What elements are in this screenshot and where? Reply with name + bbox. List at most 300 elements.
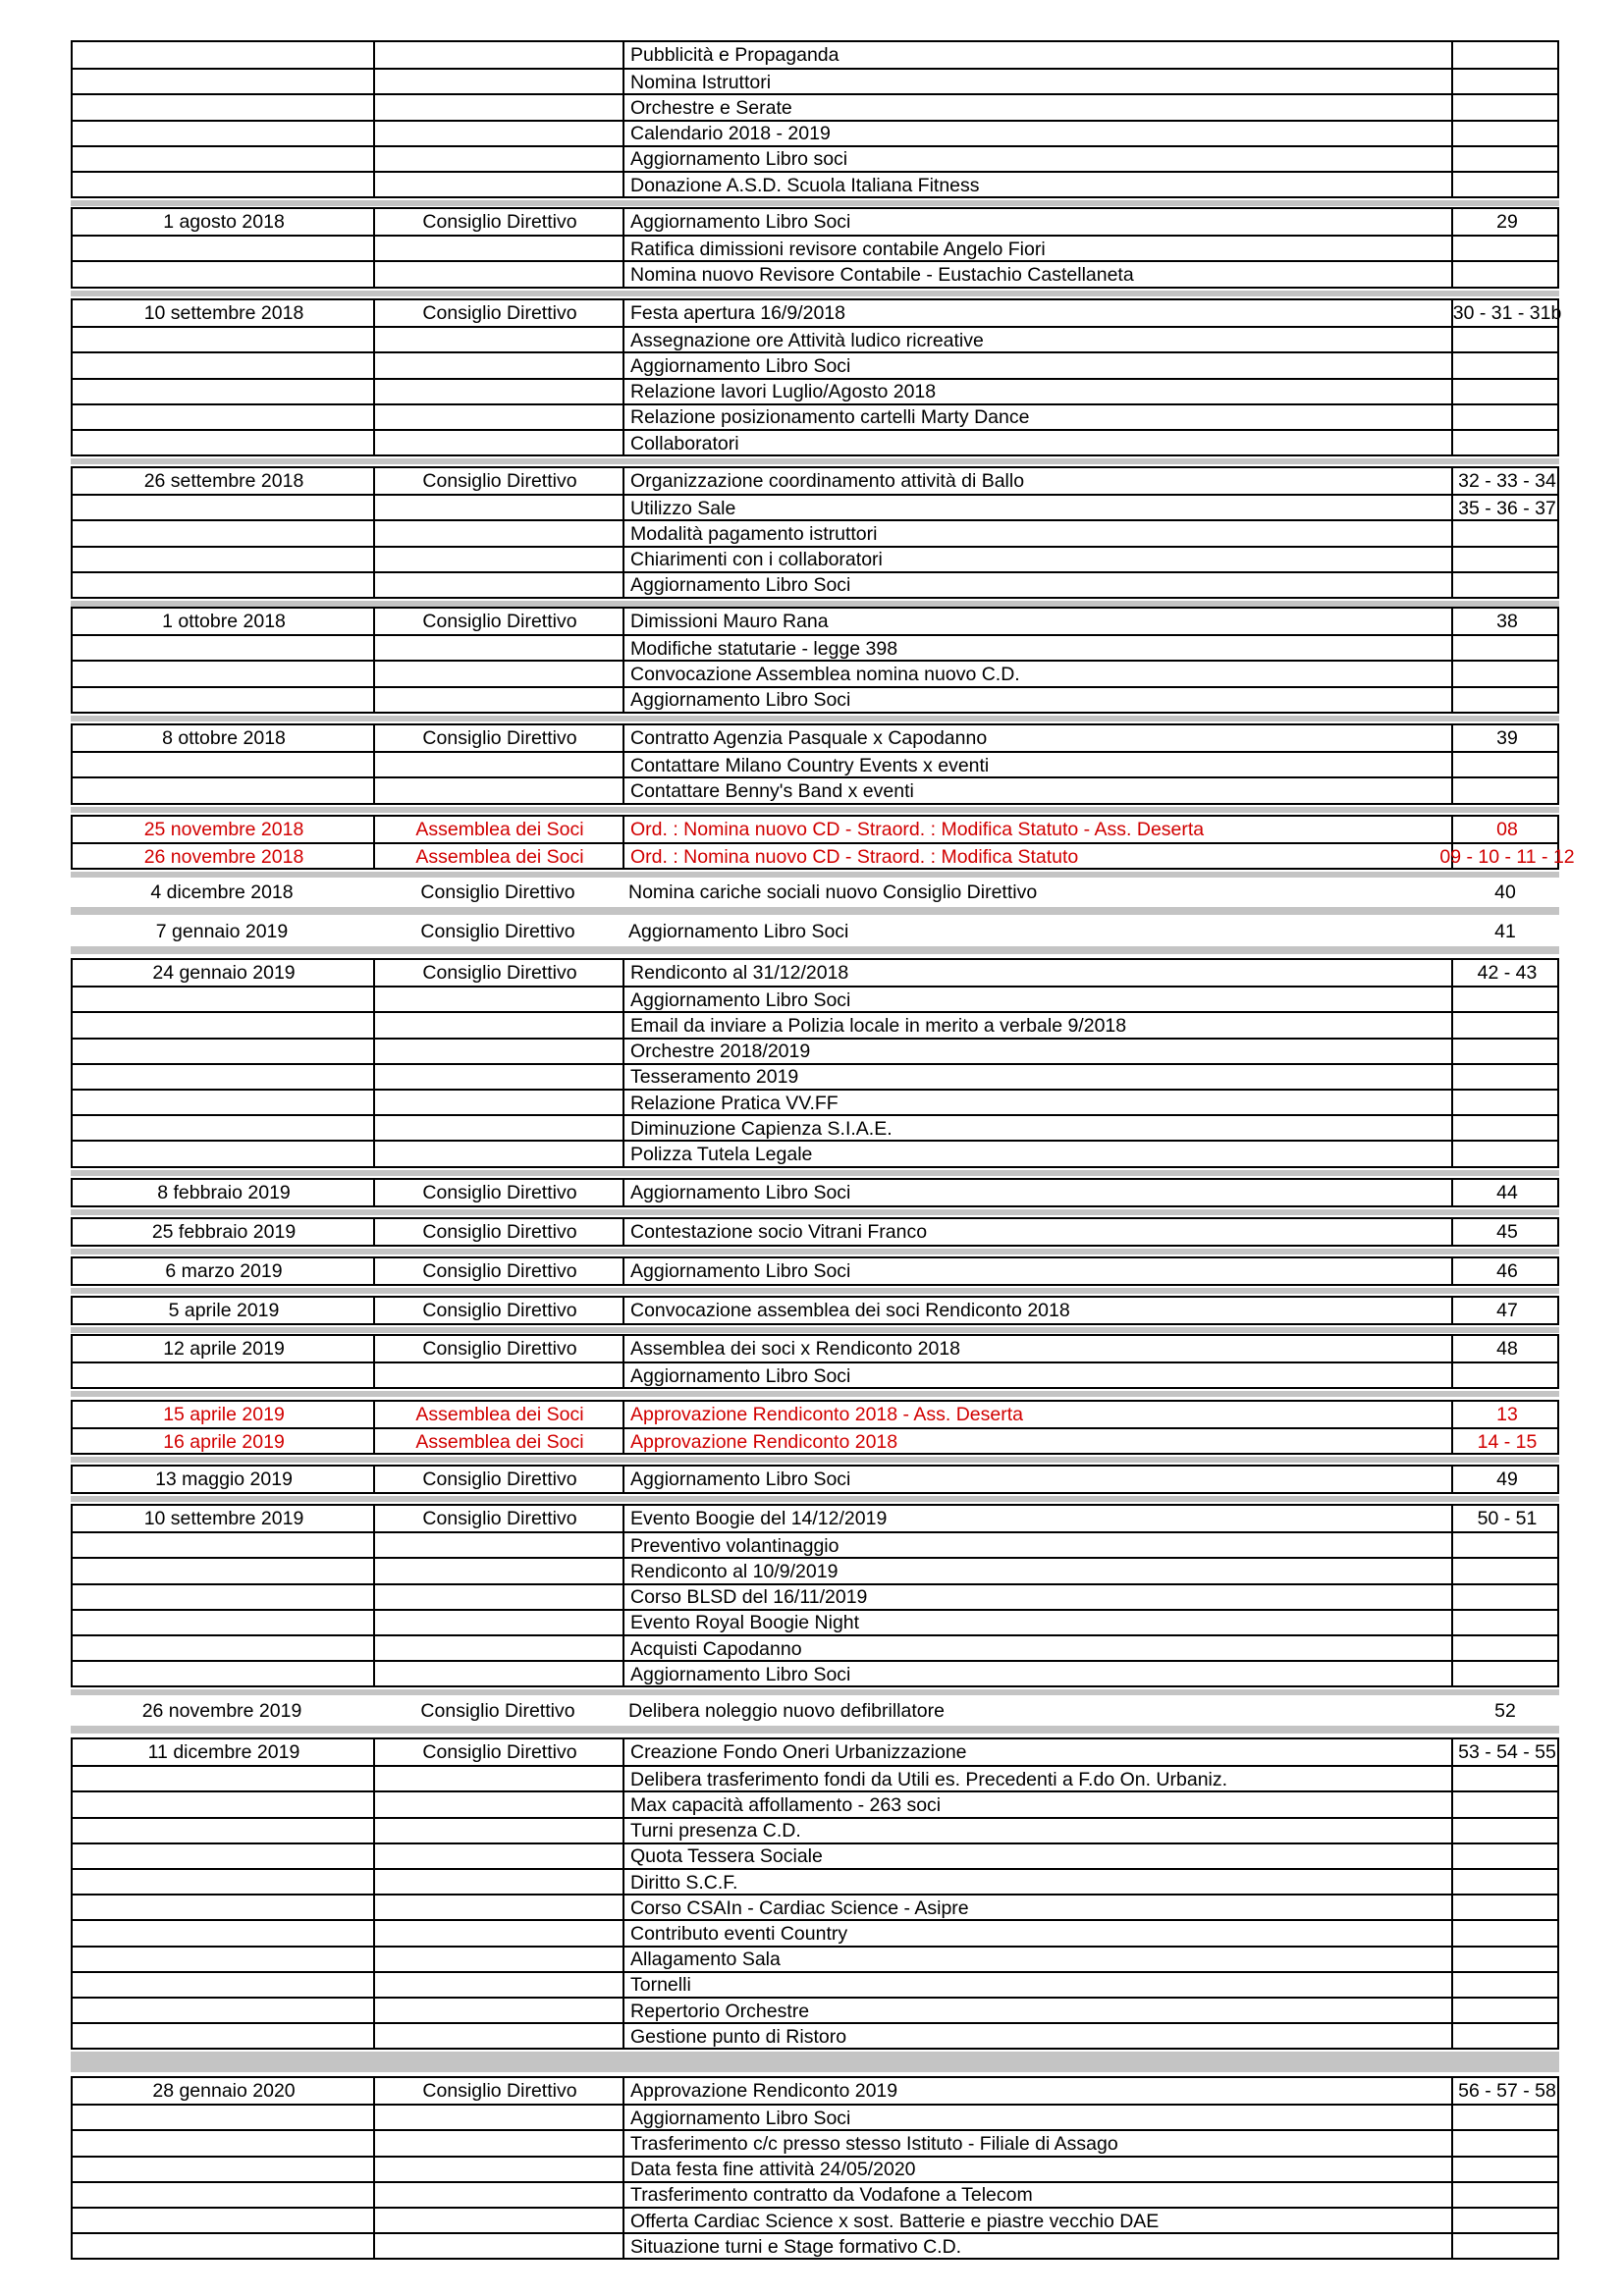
- meeting-date: [73, 521, 375, 547]
- agenda-topic: Allagamento Sala: [630, 1949, 781, 1971]
- page-reference: 46: [1496, 1259, 1518, 1282]
- agenda-topic: Preventivo volantinaggio: [630, 1534, 839, 1557]
- meeting-date: [73, 380, 375, 405]
- table-row: [73, 429, 1557, 456]
- page-reference: [1453, 1792, 1561, 1818]
- meeting-date: [73, 2131, 375, 2157]
- meeting-date: [73, 147, 375, 173]
- meeting-date: 13 maggio 2019: [155, 1468, 293, 1490]
- section-separator: [71, 1457, 1559, 1463]
- meeting-body: [375, 2234, 624, 2260]
- page-reference: [1453, 237, 1561, 262]
- page-reference: [1453, 1896, 1561, 1921]
- meeting-date: 8 ottobre 2018: [162, 726, 286, 749]
- meeting-body: [375, 122, 624, 147]
- meeting-block: [71, 466, 1559, 599]
- meeting-body: Assemblea dei Soci: [415, 845, 584, 868]
- agenda-topic: Aggiornamento Libro Soci: [630, 1364, 851, 1387]
- agenda-topic: Creazione Fondo Oneri Urbanizzazione: [630, 1740, 967, 1763]
- meeting-body: [375, 1921, 624, 1947]
- meeting-block: [71, 1256, 1559, 1286]
- meeting-block: [71, 298, 1562, 456]
- meeting-body: Consiglio Direttivo: [422, 1468, 577, 1490]
- agenda-topic: Offerta Cardiac Science x sost. Batterie e piastre vecchio DAE: [630, 2210, 1160, 2232]
- page-reference: [1453, 1116, 1561, 1142]
- meeting-body: Assemblea dei Soci: [415, 818, 584, 840]
- meeting-date: 5 aprile 2019: [168, 1299, 280, 1321]
- agenda-topic: Chiarimenti con i collaboratori: [630, 549, 883, 571]
- meeting-date: 28 gennaio 2020: [152, 2079, 296, 2102]
- page-reference: 38: [1496, 610, 1518, 632]
- table-row: [71, 1698, 1559, 1724]
- page-reference: [1453, 1585, 1561, 1611]
- meeting-date: [73, 1013, 375, 1039]
- meeting-date: 11 dicembre 2019: [147, 1740, 300, 1763]
- meeting-date: [73, 1819, 375, 1844]
- meeting-date: [73, 1948, 375, 1973]
- page-reference: [1453, 380, 1561, 405]
- meeting-date: [73, 1533, 375, 1559]
- meeting-body: Consiglio Direttivo: [422, 1740, 577, 1763]
- meeting-body: [375, 636, 624, 662]
- meeting-block: [71, 1296, 1559, 1325]
- agenda-topic: Rendiconto al 31/12/2018: [630, 961, 849, 984]
- page-reference: [1453, 122, 1561, 147]
- page-reference: 52: [1494, 1699, 1516, 1722]
- meeting-body: [375, 1792, 624, 1818]
- table-row: [73, 776, 1557, 804]
- table-row: [73, 609, 1557, 634]
- meeting-body: [375, 662, 624, 687]
- agenda-topic: Approvazione Rendiconto 2019: [630, 2079, 898, 2102]
- table-row: [73, 519, 1557, 547]
- table-row: [73, 93, 1557, 121]
- meeting-date: 4 dicembre 2018: [150, 881, 294, 903]
- page-reference: [1453, 2209, 1561, 2234]
- meeting-date: [73, 95, 375, 121]
- page-reference: [1453, 1065, 1561, 1091]
- meeting-body: [375, 2106, 624, 2131]
- agenda-topic: Trasferimento contratto da Vodafone a Telecom: [630, 2184, 1033, 2207]
- agenda-topic: Aggiornamento Libro Soci: [630, 988, 851, 1011]
- page-reference: [1453, 1973, 1561, 1999]
- meeting-date: [73, 42, 375, 68]
- page-reference: 40: [1494, 881, 1516, 903]
- table-row: [73, 960, 1557, 986]
- meeting-block: [71, 958, 1559, 1168]
- meeting-body: Consiglio Direttivo: [422, 961, 577, 984]
- agenda-topic: Contestazione socio Vitrani Franco: [630, 1220, 928, 1243]
- table-row: [73, 817, 1557, 842]
- meeting-body: [375, 521, 624, 547]
- table-row: [73, 1402, 1557, 1427]
- table-row: [73, 1063, 1557, 1091]
- meeting-body: [375, 328, 624, 353]
- section-separator: [71, 1327, 1559, 1333]
- table-row: [73, 1506, 1557, 1531]
- meeting-body: [375, 1844, 624, 1870]
- agenda-topic: Max capacità affollamento - 263 soci: [630, 1793, 942, 1816]
- meeting-date: [73, 2158, 375, 2183]
- meeting-date: [73, 122, 375, 147]
- table-row: [73, 2022, 1557, 2050]
- agenda-topic: Ratifica dimissioni revisore contabile Angelo Fiori: [630, 238, 1046, 260]
- table-row: [73, 403, 1557, 431]
- meeting-body: Assemblea dei Soci: [415, 1430, 584, 1453]
- meeting-date: [73, 328, 375, 353]
- meeting-body: [375, 147, 624, 173]
- agenda-topic: Ord. : Nomina nuovo CD - Straord. : Modifica Statuto: [630, 845, 1079, 868]
- agenda-topic: Tesseramento 2019: [630, 1066, 799, 1089]
- meeting-date: 25 febbraio 2019: [151, 1220, 297, 1243]
- meeting-date: [73, 1585, 375, 1611]
- meeting-date: [73, 237, 375, 262]
- table-row: [73, 2104, 1557, 2131]
- agenda-topic: Aggiornamento Libro Soci: [630, 210, 851, 233]
- section-separator: [71, 716, 1559, 721]
- page-reference: [1453, 2024, 1561, 2050]
- section-separator: [71, 1391, 1559, 1397]
- page-reference: [1453, 521, 1561, 547]
- meeting-date: [73, 1973, 375, 1999]
- meeting-date: 10 settembre 2018: [143, 301, 304, 324]
- page-reference: 41: [1494, 920, 1516, 942]
- meeting-body: [375, 1065, 624, 1091]
- table-row: [73, 1531, 1557, 1559]
- table-row: [73, 842, 1575, 870]
- meeting-block: [71, 919, 1559, 944]
- page-reference: [1453, 548, 1561, 573]
- section-separator: [71, 1249, 1559, 1255]
- table-row: [73, 1467, 1557, 1492]
- meeting-date: [73, 1896, 375, 1921]
- table-row: [73, 1634, 1557, 1662]
- agenda-topic: Approvazione Rendiconto 2018 - Ass. Deserta: [630, 1403, 1023, 1425]
- page-reference: 56 - 57 - 58: [1458, 2079, 1556, 2102]
- table-row: [73, 1180, 1557, 1205]
- table-row: [73, 378, 1557, 405]
- meeting-body: [375, 2209, 624, 2234]
- meeting-body: [375, 2131, 624, 2157]
- page-reference: [1453, 1844, 1561, 1870]
- meeting-date: [73, 1142, 375, 1167]
- meeting-block: [71, 1334, 1559, 1389]
- meeting-body: [375, 1896, 624, 1921]
- section-separator: [71, 1209, 1559, 1215]
- table-row: [73, 986, 1557, 1013]
- page-reference: [1453, 147, 1561, 173]
- meeting-date: [73, 1767, 375, 1792]
- meeting-body: [375, 262, 624, 288]
- table-row: [73, 1336, 1557, 1362]
- agenda-topic: Nomina Istruttori: [630, 71, 772, 93]
- agenda-topic: Corso CSAIn - Cardiac Science - Asipre: [630, 1896, 969, 1919]
- meeting-body: [375, 2024, 624, 2050]
- page-reference: [1453, 1636, 1561, 1662]
- meeting-date: 12 aprile 2019: [163, 1337, 285, 1360]
- page-reference: [1453, 173, 1561, 198]
- agenda-topic: Delibera noleggio nuovo defibrillatore: [628, 1699, 945, 1722]
- table-row: [73, 1114, 1557, 1142]
- table-row: [73, 209, 1557, 235]
- agenda-topic: Festa apertura 16/9/2018: [630, 301, 845, 324]
- meeting-date: [73, 548, 375, 573]
- meeting-date: 1 agosto 2018: [163, 210, 285, 233]
- meeting-body: Consiglio Direttivo: [422, 301, 577, 324]
- agenda-topic: Aggiornamento Libro Soci: [630, 1663, 851, 1685]
- table-row: [73, 1817, 1557, 1844]
- table-row: [73, 1790, 1557, 1818]
- table-row: [73, 571, 1557, 599]
- agenda-topic: Nomina nuovo Revisore Contabile - Eustachio Castellaneta: [630, 263, 1134, 286]
- table-row: [73, 751, 1557, 778]
- meeting-date: [73, 2209, 375, 2234]
- table-row: [73, 494, 1557, 521]
- table-row: [73, 1971, 1557, 1999]
- agenda-topic: Aggiornamento Libro Soci: [630, 689, 851, 712]
- page-reference: 50 - 51: [1477, 1507, 1538, 1529]
- agenda-topic: Evento Royal Boogie Night: [630, 1612, 860, 1634]
- agenda-topic: Convocazione Assemblea nomina nuovo C.D.: [630, 663, 1020, 685]
- agenda-topic: Delibera trasferimento fondi da Utili es. Precedenti a F.do On. Urbaniz.: [630, 1768, 1228, 1790]
- meeting-body: [375, 2158, 624, 2183]
- meeting-date: [73, 1999, 375, 2024]
- table-row: [73, 2232, 1557, 2260]
- meeting-body: Consiglio Direttivo: [420, 920, 575, 942]
- page-reference: [1453, 1013, 1561, 1039]
- table-row: [73, 326, 1557, 353]
- page-reference: 09 - 10 - 11 - 12: [1439, 845, 1575, 868]
- table-row: [73, 2156, 1557, 2183]
- section-separator: [71, 1170, 1559, 1176]
- table-row: [73, 1583, 1557, 1611]
- meeting-body: [375, 1870, 624, 1896]
- meeting-date: [73, 1870, 375, 1896]
- agenda-topic: Nomina cariche sociali nuovo Consiglio Direttivo: [628, 881, 1038, 903]
- meeting-date: [73, 1844, 375, 1870]
- meeting-block: [71, 207, 1559, 289]
- page-reference: 35 - 36 - 37: [1458, 497, 1556, 519]
- meeting-body: [375, 1559, 624, 1584]
- meeting-body: [375, 753, 624, 778]
- meeting-body: [375, 1091, 624, 1116]
- section-separator: [71, 291, 1559, 296]
- meeting-date: [73, 1065, 375, 1091]
- meeting-date: [73, 2234, 375, 2260]
- agenda-topic: Modifiche statutarie - legge 398: [630, 637, 898, 660]
- meeting-block: [71, 1178, 1559, 1207]
- agenda-topic: Rendiconto al 10/9/2019: [630, 1560, 839, 1582]
- page-reference: 32 - 33 - 34: [1458, 469, 1556, 492]
- page-reference: 39: [1496, 726, 1518, 749]
- meeting-block: [71, 40, 1559, 198]
- agenda-topic: Email da inviare a Polizia locale in merito a verbale 9/2018: [630, 1014, 1127, 1037]
- table-row: [71, 880, 1559, 905]
- meeting-date: [73, 1116, 375, 1142]
- table-row: [73, 1011, 1557, 1039]
- meeting-body: Consiglio Direttivo: [422, 726, 577, 749]
- meeting-body: [375, 1999, 624, 2024]
- meeting-date: [73, 1662, 375, 1687]
- page-reference: 53 - 54 - 55: [1458, 1740, 1556, 1763]
- section-separator: [71, 807, 1559, 813]
- section-separator: [71, 946, 1559, 954]
- meeting-date: 16 aprile 2019: [163, 1430, 285, 1453]
- section-separator: [71, 1496, 1559, 1502]
- page-reference: [1453, 1363, 1561, 1389]
- meeting-date: [73, 431, 375, 456]
- meeting-date: [73, 753, 375, 778]
- agenda-topic: Assegnazione ore Attività ludico ricreative: [630, 329, 984, 351]
- agenda-topic: Aggiornamento Libro soci: [630, 148, 848, 171]
- meeting-block: [71, 1698, 1559, 1724]
- agenda-topic: Organizzazione coordinamento attività di Ballo: [630, 469, 1025, 492]
- page-reference: [1453, 573, 1561, 599]
- agenda-topic: Orchestre 2018/2019: [630, 1041, 811, 1063]
- meeting-body: [375, 42, 624, 68]
- section-separator: [71, 1288, 1559, 1294]
- page-reference: [1453, 405, 1561, 431]
- meeting-date: [73, 1636, 375, 1662]
- page-reference: 13: [1496, 1403, 1518, 1425]
- meeting-body: [375, 237, 624, 262]
- page-reference: 47: [1496, 1299, 1518, 1321]
- page-reference: [1453, 2183, 1561, 2209]
- meeting-body: [375, 496, 624, 521]
- table-row: [71, 919, 1559, 944]
- page-reference: [1453, 1948, 1561, 1973]
- page-reference: [1453, 1767, 1561, 1792]
- agenda-topic: Ord. : Nomina nuovo CD - Straord. : Modifica Statuto - Ass. Deserta: [630, 818, 1205, 840]
- page-reference: [1453, 353, 1561, 379]
- agenda-topic: Aggiornamento Libro Soci: [630, 2107, 851, 2129]
- meeting-block: [71, 1465, 1559, 1494]
- meeting-date: 6 marzo 2019: [165, 1259, 283, 1282]
- meeting-date: [73, 1040, 375, 1065]
- page-reference: [1453, 988, 1561, 1013]
- page-reference: [1453, 688, 1561, 714]
- page-reference: 42 - 43: [1477, 961, 1538, 984]
- page-reference: [1453, 431, 1561, 456]
- meeting-date: 26 novembre 2019: [141, 1699, 302, 1722]
- meeting-body: [375, 1585, 624, 1611]
- agenda-topic: Assemblea dei soci x Rendiconto 2018: [630, 1337, 961, 1360]
- agenda-topic: Modalità pagamento istruttori: [630, 522, 878, 545]
- meeting-body: [375, 778, 624, 804]
- meeting-date: 7 gennaio 2019: [155, 920, 289, 942]
- table-row: [73, 1765, 1557, 1792]
- page-reference: [1453, 2106, 1561, 2131]
- agenda-topic: Diminuzione Capienza S.I.A.E.: [630, 1117, 893, 1140]
- table-row: [73, 42, 1557, 68]
- meeting-body: Consiglio Direttivo: [422, 210, 577, 233]
- agenda-topic: Turni presenza C.D.: [630, 1820, 801, 1842]
- agenda-topic: Repertorio Orchestre: [630, 2000, 810, 2022]
- meeting-date: [73, 262, 375, 288]
- agenda-topic: Aggiornamento Libro Soci: [630, 574, 851, 597]
- meeting-date: [73, 1792, 375, 1818]
- meeting-body: [375, 1973, 624, 1999]
- meeting-block: [71, 880, 1559, 905]
- table-row: [73, 2181, 1557, 2209]
- meeting-date: 8 febbraio 2019: [157, 1181, 291, 1203]
- agenda-topic: Contributo eventi Country: [630, 1922, 848, 1945]
- agenda-topic: Aggiornamento Libro Soci: [630, 354, 851, 377]
- agenda-topic: Aggiornamento Libro Soci: [630, 1181, 851, 1203]
- page-reference: [1453, 1142, 1561, 1167]
- table-row: [73, 1739, 1557, 1765]
- meeting-body: [375, 173, 624, 198]
- meeting-body: Consiglio Direttivo: [422, 1259, 577, 1282]
- page-reference: [1453, 1999, 1561, 2024]
- agenda-topic: Convocazione assemblea dei soci Rendiconto 2018: [630, 1299, 1070, 1321]
- meeting-body: [375, 1040, 624, 1065]
- table-row: [73, 725, 1557, 751]
- page-reference: [1453, 1611, 1561, 1636]
- table-row: [73, 1258, 1557, 1284]
- table-row: [73, 634, 1557, 662]
- page-reference: 08: [1496, 818, 1518, 840]
- table-row: [73, 1997, 1557, 2024]
- agenda-topic: Data festa fine attività 24/05/2020: [630, 2159, 916, 2181]
- page-reference: [1453, 95, 1561, 121]
- page-reference: 49: [1496, 1468, 1518, 1490]
- section-separator: [71, 200, 1559, 206]
- page-reference: 44: [1496, 1181, 1518, 1203]
- table-row: [73, 1427, 1557, 1455]
- agenda-topic: Trasferimento c/c presso stesso Istituto - Filiale di Assago: [630, 2132, 1118, 2155]
- agenda-topic: Aggiornamento Libro Soci: [630, 1259, 851, 1282]
- meeting-date: [73, 1611, 375, 1636]
- table-row: [73, 2078, 1557, 2104]
- agenda-topic: Relazione lavori Luglio/Agosto 2018: [630, 381, 937, 403]
- meeting-date: [73, 70, 375, 95]
- meeting-block: [71, 607, 1559, 714]
- agenda-topic: Contattare Milano Country Events x eventi: [630, 754, 990, 776]
- table-row: [73, 300, 1562, 326]
- agenda-topic: Evento Boogie del 14/12/2019: [630, 1507, 888, 1529]
- agenda-topic: Relazione posizionamento cartelli Marty Dance: [630, 406, 1030, 429]
- meeting-date: [73, 688, 375, 714]
- agenda-topic: Donazione A.S.D. Scuola Italiana Fitness: [630, 174, 980, 196]
- section-separator: [71, 458, 1559, 464]
- meeting-body: [375, 353, 624, 379]
- meeting-block: [71, 1400, 1559, 1455]
- section-separator: [71, 1689, 1559, 1695]
- page-reference: 48: [1496, 1337, 1518, 1360]
- table-row: [73, 1946, 1557, 1973]
- table-row: [73, 235, 1557, 262]
- meeting-body: [375, 1948, 624, 1973]
- agenda-topic: Gestione punto di Ristoro: [630, 2025, 847, 2048]
- table-row: [73, 120, 1557, 147]
- meeting-date: 25 novembre 2018: [143, 818, 304, 840]
- meeting-body: [375, 1662, 624, 1687]
- page-reference: [1453, 753, 1561, 778]
- agenda-topic: Relazione Pratica VV.FF: [630, 1092, 839, 1114]
- meeting-date: 10 settembre 2019: [143, 1507, 304, 1529]
- meeting-body: Consiglio Direttivo: [422, 1299, 577, 1321]
- section-separator: [71, 872, 1559, 878]
- meeting-date: 26 settembre 2018: [143, 469, 304, 492]
- agenda-topic: Contratto Agenzia Pasquale x Capodanno: [630, 726, 988, 749]
- meeting-block: [71, 815, 1575, 870]
- meeting-body: [375, 95, 624, 121]
- table-row: [73, 1894, 1557, 1921]
- agenda-topic: Aggiornamento Libro Soci: [630, 1468, 851, 1490]
- page-reference: [1453, 1040, 1561, 1065]
- meeting-date: [73, 662, 375, 687]
